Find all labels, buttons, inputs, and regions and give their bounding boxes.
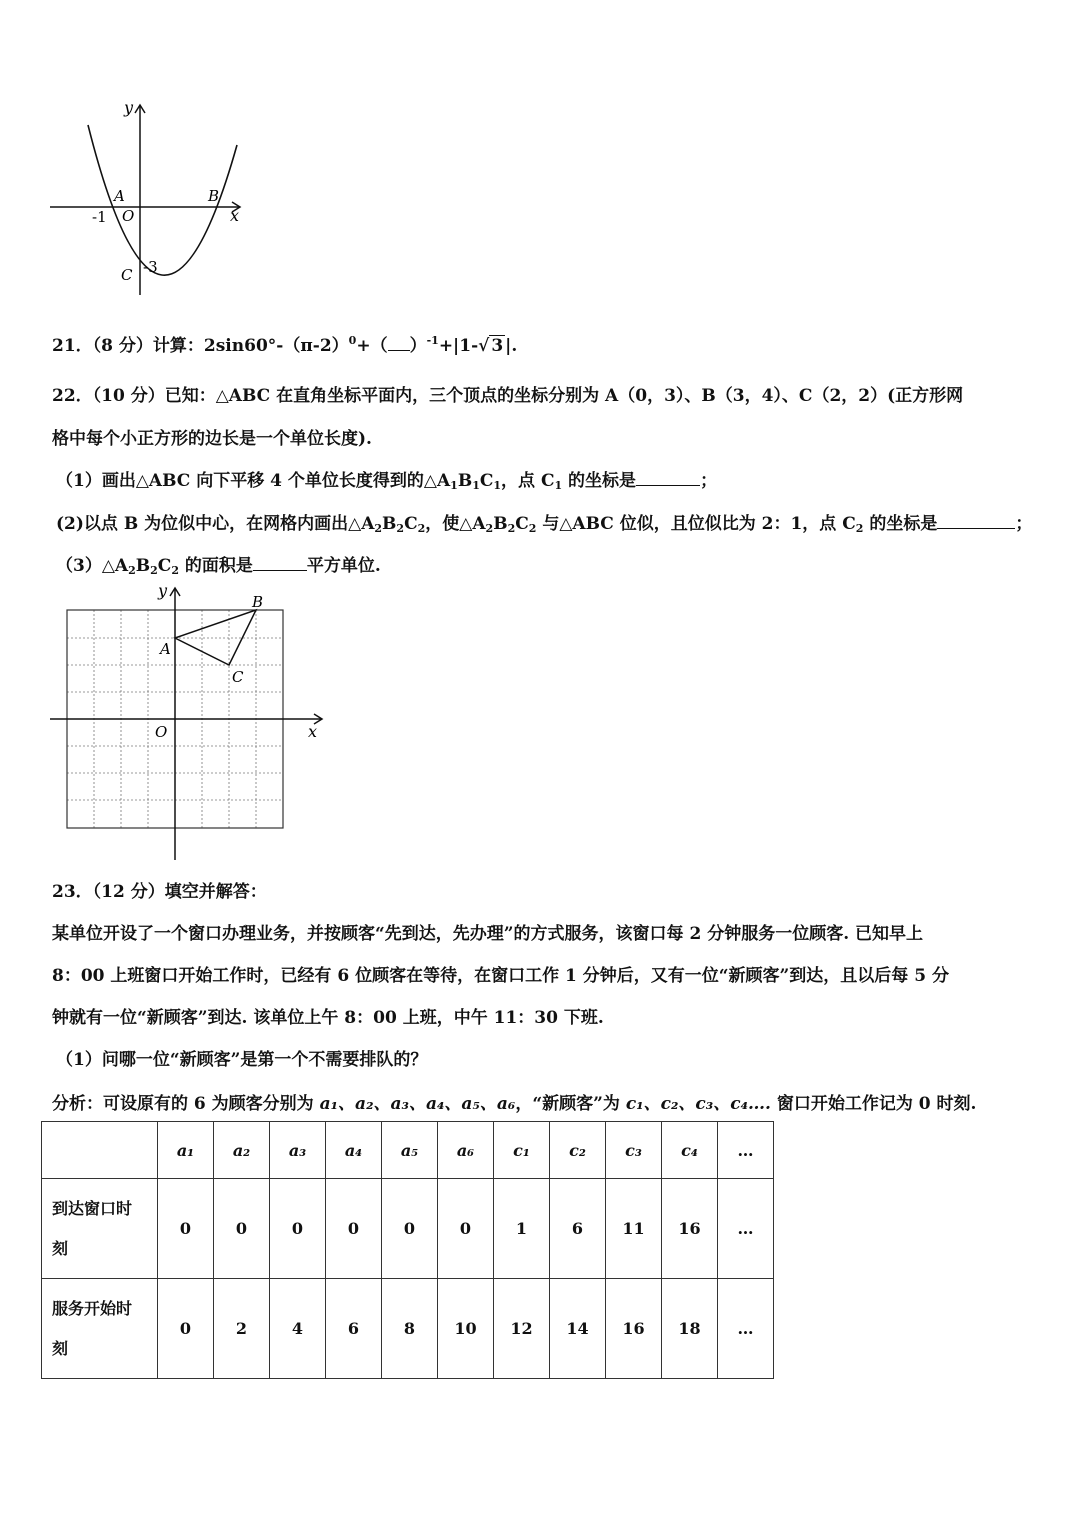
table-header-cell: a₄ [326, 1122, 382, 1179]
q22-p3-text: （3）△A [56, 556, 129, 576]
table-cell: 16 [662, 1179, 718, 1279]
q22-p3-end: 的面积是 [178, 556, 253, 576]
q21-abs-close: |. [505, 336, 518, 356]
q21-close: ） [409, 336, 427, 356]
table-cell [42, 1122, 158, 1179]
table-header-cell: a₅ [382, 1122, 438, 1179]
q22-p2-text: (2)以点 B 为位似中心，在网格内画出△A [56, 514, 375, 534]
q22-p3-sub: 2 [128, 564, 136, 577]
table-cell: 6 [550, 1179, 606, 1279]
y-axis-label: y [124, 98, 134, 117]
table-cell: … [718, 1279, 774, 1379]
q22-p2-b2: B [493, 514, 508, 534]
table-cell: 8 [382, 1279, 438, 1379]
triangle-abc [175, 610, 256, 665]
q22-p1-tail: ； [700, 471, 718, 491]
q22-p3-tail: 平方单位. [306, 556, 381, 576]
grid-figure [40, 580, 340, 865]
q22-p2-sub: 2 [417, 522, 426, 535]
table-header-cell: a₆ [438, 1122, 494, 1179]
q22-p3-sub: 2 [150, 564, 158, 577]
table-header-cell: a₁ [158, 1122, 214, 1179]
table-header-cell: c₃ [606, 1122, 662, 1179]
tick-y-label: -3 [143, 258, 158, 276]
origin-label: O [155, 723, 168, 741]
row-label-line: 刻 [52, 1238, 69, 1258]
q22-p2-sub: 2 [528, 522, 537, 535]
tick-x-label: -1 [92, 208, 107, 226]
q23-analysis [52, 1089, 976, 1114]
q21-fraction [388, 336, 410, 351]
point-a-label: A [114, 187, 125, 205]
table-header-cell: a₃ [270, 1122, 326, 1179]
table-header-cell: a₂ [214, 1122, 270, 1179]
q23-para1: 某单位开设了一个窗口办理业务，并按顾客“先到达，先办理”的方式服务，该窗口每 2 分钟服务一位顾客. 已知早上 [52, 924, 924, 944]
q23-analysis-c: c₁、c₂、c₃、c₄…. [625, 1094, 771, 1114]
table-cell: … [718, 1179, 774, 1279]
table-cell: 0 [326, 1179, 382, 1279]
q22-p1-rest: ，点 C [501, 471, 555, 491]
point-b-label: B [208, 187, 220, 205]
point-b-label: B [252, 593, 264, 611]
q22-p2-blank [937, 514, 1015, 529]
q23-analysis-a: a₁、a₂、a₃、a₄、a₅、a₆ [319, 1094, 516, 1114]
table-cell: 4 [270, 1279, 326, 1379]
table-row-arrival [42, 1179, 774, 1279]
table-header-cell: c₂ [550, 1122, 606, 1179]
table-cell: 1 [494, 1179, 550, 1279]
q22-p2-end: 的坐标是 [863, 514, 938, 534]
table-cell: 16 [606, 1279, 662, 1379]
parabola-figure [40, 95, 260, 305]
q22-p1-b: B [457, 471, 473, 491]
q22-p2-sub: 2 [855, 522, 864, 535]
q22-p2-c2: C [515, 514, 529, 534]
service-table [41, 1121, 774, 1379]
q22-p2-sub: 2 [374, 522, 383, 535]
q22-p2-c: C [404, 514, 418, 534]
table-cell: 0 [270, 1179, 326, 1279]
row-label-line: 服务开始时 [52, 1298, 133, 1318]
q22-p2-b: B [382, 514, 397, 534]
origin-label: O [122, 207, 135, 225]
table-header-cell: … [718, 1122, 774, 1179]
table-header-row [42, 1122, 774, 1179]
table-cell: 12 [494, 1279, 550, 1379]
q22-p1-end: 的坐标是 [562, 471, 637, 491]
y-axis-label: y [158, 581, 168, 600]
q23-analysis-mid: ，“新顾客”为 [515, 1094, 626, 1114]
table-cell: 18 [662, 1279, 718, 1379]
q23-analysis-end: 窗口开始工作记为 0 时刻. [770, 1094, 977, 1114]
q22-p3-blank [253, 556, 307, 571]
q22-p2-sub: 2 [485, 522, 494, 535]
q22-p1-sub: 1 [493, 479, 502, 492]
table-cell: 6 [326, 1279, 382, 1379]
q22-p1-text: （1）画出△ABC 向下平移 4 个单位长度得到的△A [56, 471, 451, 491]
q21-sup0: 0 [348, 334, 357, 347]
table-row-service [42, 1279, 774, 1379]
q23-para2: 8：00 上班窗口开始工作时，已经有 6 位顾客在等待，在窗口工作 1 分钟后，又有一位“新顾客”到达，且以后每 5 分 [52, 966, 949, 986]
q22-part3 [56, 551, 381, 577]
x-axis-label: x [308, 722, 318, 741]
q22-p1-sub: 1 [472, 479, 480, 492]
q23-sub1: （1）问哪一位“新顾客”是第一个不需要排队的？ [56, 1050, 428, 1070]
table-cell: 0 [438, 1179, 494, 1279]
q22-p2-rest: 与△ABC 位似，且位似比为 2：1，点 C [536, 514, 856, 534]
q21-prefix: 21．（8 分）计算：2sin60°-（π-2） [52, 336, 349, 356]
q22-part1 [56, 466, 717, 492]
q21-sqrt: 3 [491, 336, 504, 356]
x-axis-label: x [230, 206, 240, 225]
q22-p1-blank [636, 471, 700, 486]
q22-p2-tail: ； [1015, 514, 1033, 534]
q22-p3-c: C [157, 556, 172, 576]
q22-p2-sub: 2 [396, 522, 405, 535]
point-c-label: C [232, 668, 244, 686]
q23-analysis-prefix: 分析：可设原有的 6 为顾客分别为 [52, 1094, 320, 1114]
table-cell: 14 [550, 1279, 606, 1379]
row-label-service [42, 1279, 158, 1379]
point-c-label: C [121, 266, 133, 284]
q22-p3-sub: 2 [171, 564, 179, 577]
q22-line1: 22．（10 分）已知：△ABC 在直角坐标平面内，三个顶点的坐标分别为 A（0，3）、B（3，4）、C（2，2）(正方形网 [52, 386, 964, 406]
q22-p2-mid: ，使△A [425, 514, 486, 534]
table-cell: 0 [382, 1179, 438, 1279]
q22-p3-b: B [135, 556, 151, 576]
q22-p1-c: C [479, 471, 494, 491]
row-label-arrival [42, 1179, 158, 1279]
table-header-cell: c₁ [494, 1122, 550, 1179]
q21-abs-open: +|1- [438, 336, 479, 356]
table-cell: 10 [438, 1279, 494, 1379]
q22-line2: 格中每个小正方形的边长是一个单位长度). [52, 429, 372, 449]
table-cell: 0 [158, 1179, 214, 1279]
table-header-cell: c₄ [662, 1122, 718, 1179]
row-label-line: 刻 [52, 1338, 69, 1358]
q22-part2 [56, 509, 1032, 535]
q21-mid: +（ [356, 336, 388, 356]
table-cell: 11 [606, 1179, 662, 1279]
q22-p1-sub: 1 [450, 479, 458, 492]
point-a-label: A [160, 640, 171, 658]
q21-sup-neg1: -1 [426, 334, 439, 347]
q23-title: 23．（12 分）填空并解答： [52, 882, 267, 902]
q23-para3: 钟就有一位“新顾客”到达. 该单位上午 8：00 上班，中午 11：30 下班. [52, 1008, 604, 1028]
q22-p1-sub: 1 [554, 479, 563, 492]
row-label-line: 到达窗口时 [52, 1198, 133, 1218]
q22-p2-sub: 2 [507, 522, 516, 535]
table-cell: 2 [214, 1279, 270, 1379]
table-cell: 0 [158, 1279, 214, 1379]
q21-line: 21．（8 分）计算：$2\sin 60^\circ-(\pi-2)^0+$（ ）$^{-1}$+|1-√ 3 |. [52, 334, 518, 356]
table-cell: 0 [214, 1179, 270, 1279]
